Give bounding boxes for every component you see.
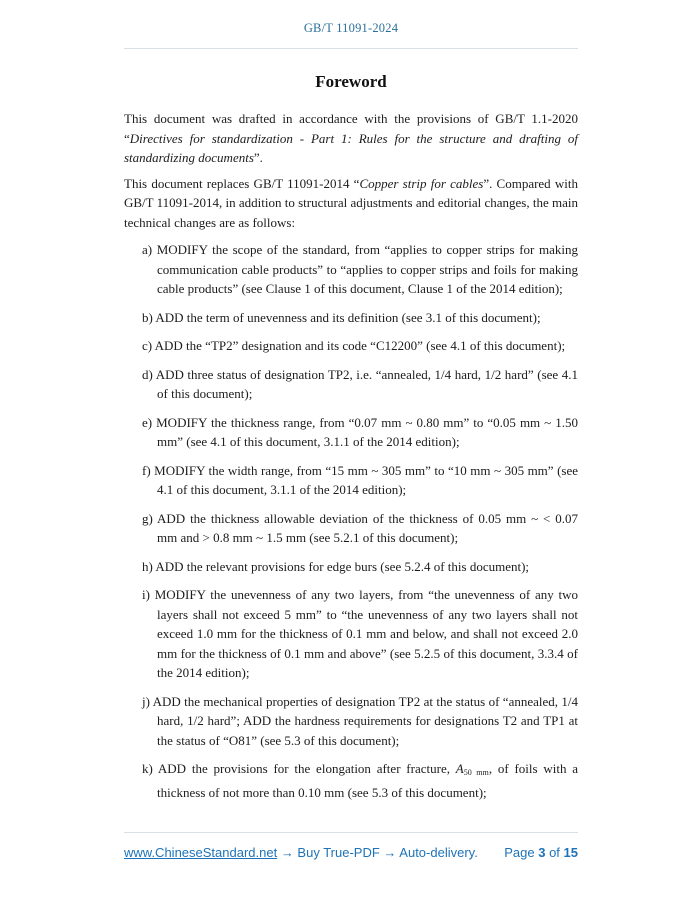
page-total-number: 15 xyxy=(563,845,578,860)
list-item-label: e) xyxy=(142,414,157,430)
list-item xyxy=(124,308,578,328)
text-segment: Directives for standardization - Part 1: Rules for the structure and drafting of standardizing documents xyxy=(124,130,578,165)
list-item-label: c) xyxy=(142,338,155,353)
list-item-label: k) xyxy=(142,761,158,776)
list-item xyxy=(124,240,578,299)
text-segment: This document replaces GB/T 11091-2014 “ xyxy=(124,175,360,191)
text-segment: Copper strip for cables xyxy=(359,175,484,191)
page-footer xyxy=(124,832,578,860)
page-word: Page xyxy=(504,845,535,860)
website-link[interactable]: www.ChineseStandard.net xyxy=(124,845,278,860)
text-segment: , of foils with a thickness of not more than 0.10 mm (see 5.3 of this document); xyxy=(157,761,579,800)
doc-number: GB/T 11091-2024 xyxy=(303,21,399,35)
list-item xyxy=(124,365,578,404)
list-item xyxy=(124,692,578,751)
list-item xyxy=(124,413,578,452)
text-segment: ADD the relevant provisions for edge burs (see 5.2.4 of this document); xyxy=(155,558,530,574)
list-item-label: d) xyxy=(142,366,156,382)
text-segment: ADD the “TP2” designation and its code “C12200” (see 4.1 of this document); xyxy=(154,338,566,353)
text-segment: ADD three status of designation TP2, i.e. “annealed, 1/4 hard, 1/2 hard” (see 4.1 of this document); xyxy=(155,366,578,401)
page-title: Foreword xyxy=(315,72,387,91)
body-area xyxy=(124,109,578,802)
text-segment: ADD the term of unevenness and its definition (see 3.1 of this document); xyxy=(155,309,541,325)
list-item-label: i) xyxy=(142,587,155,602)
page-indicator xyxy=(504,845,578,860)
list-item-label: f) xyxy=(142,462,155,478)
list-item-label: b) xyxy=(142,309,156,325)
text-segment: ”. Compared with GB/T 11091-2014, in addition to structural adjustments and editorial changes, the main technical changes are as follows: xyxy=(124,175,578,230)
header-divider xyxy=(124,48,578,49)
page-current-number: 3 xyxy=(538,845,546,860)
text-segment: A xyxy=(455,761,464,776)
list-item-label: j) xyxy=(142,693,153,709)
list-item xyxy=(124,759,578,802)
footer-left xyxy=(124,845,478,860)
paragraph xyxy=(124,174,578,233)
list-item xyxy=(124,509,578,548)
list-item-label: h) xyxy=(142,558,156,574)
list-item-label: a) xyxy=(142,242,157,257)
text-segment: MODIFY the unevenness of any two layers, from “the unevenness of any two layers shall not exceed 5 mm” to “the unevenness of any two layers shall not exceed 1.0 mm for the thickness of 0.1 mm and below, and shall not exceed 2.0 mm for the thickness of 0.1 mm and above” (see 5.2.5 of this document, 3.3.4 of the 2014 edition); xyxy=(154,587,578,680)
list-item-label: g) xyxy=(142,510,158,526)
page-content xyxy=(124,0,578,811)
text-segment: ADD the thickness allowable deviation of the thickness of 0.05 mm ~ < 0.07 mm and > 0.8 mm ~ 1.5 mm (see 5.2.1 of this document); xyxy=(157,510,578,545)
text-segment: MODIFY the thickness range, from “0.07 mm ~ 0.80 mm” to “0.05 mm ~ 1.50 mm” (see 4.1 of this document, 3.1.1 of the 2014 edition); xyxy=(156,414,578,449)
of-word: of xyxy=(549,845,560,860)
list-item xyxy=(124,557,578,577)
text-segment: ”. xyxy=(253,150,263,165)
intro-paragraphs xyxy=(124,109,578,232)
text-segment: 50 mm xyxy=(463,768,489,777)
list-item xyxy=(124,585,578,683)
footer-row xyxy=(124,845,578,860)
text-segment: MODIFY the scope of the standard, from “applies to copper strips for making communication cable products” to “applies to copper strips and foils for making cable products” (see Clause 1 of this document, Clause 1 of the 2014 edition); xyxy=(156,242,578,296)
footer-tagline: → Buy True-PDF → Auto-delivery. xyxy=(277,845,478,860)
text-segment: This document was drafted in accordance with the provisions of GB/T 1.1-2020 “ xyxy=(124,111,578,146)
text-segment: ADD the mechanical properties of designation TP2 at the status of “annealed, 1/4 hard, 1/2 hard”; ADD the hardness requirements for designations T2 and TP1 at the status of “O81” (see 5.3 of this document); xyxy=(152,693,578,748)
footer-divider xyxy=(124,832,578,833)
list-item xyxy=(124,336,578,356)
text-segment: MODIFY the width range, from “15 mm ~ 305 mm” to “10 mm ~ 305 mm” (see 4.1 of this document, 3.1.1 of the 2014 edition); xyxy=(154,462,578,497)
list-item xyxy=(124,461,578,500)
paragraph xyxy=(124,109,578,168)
text-segment: ADD the provisions for the elongation after fracture, xyxy=(157,761,456,776)
technical-changes-list xyxy=(124,240,578,802)
